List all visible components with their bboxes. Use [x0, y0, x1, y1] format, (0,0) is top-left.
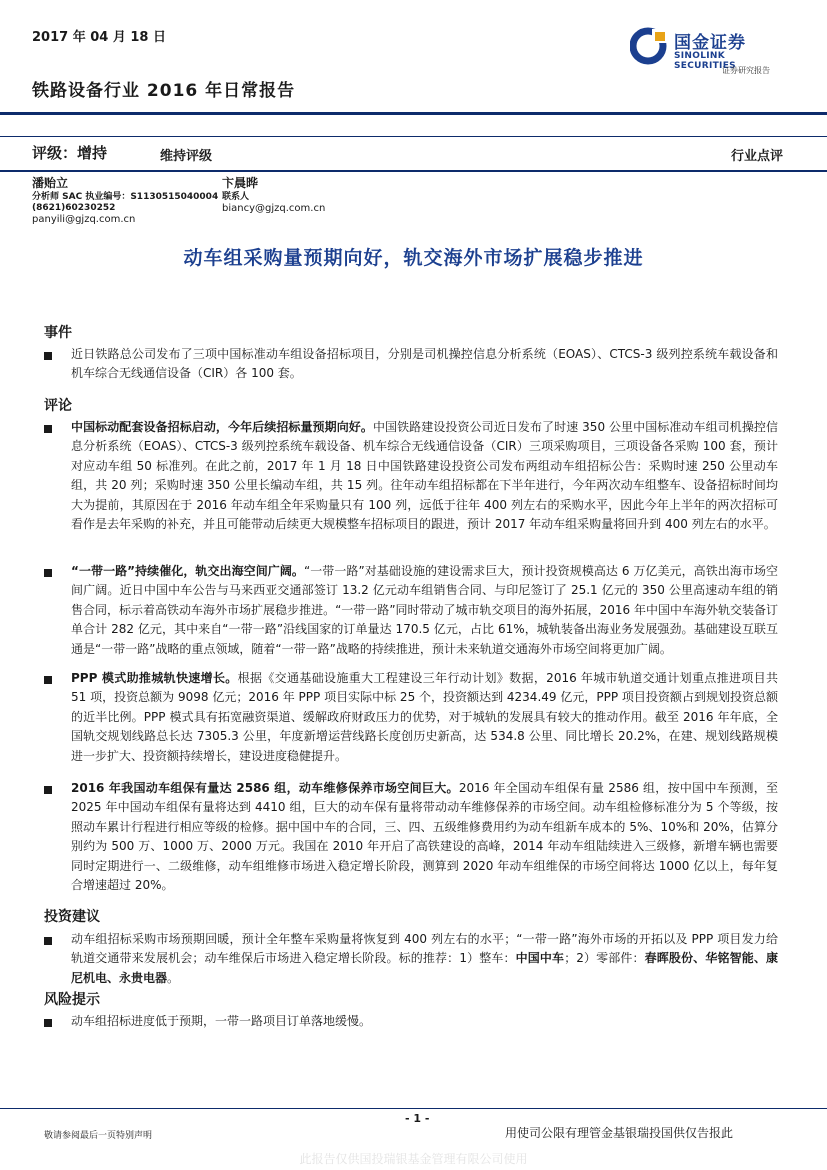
bullet-icon [44, 676, 52, 684]
analyst-name: 潘贻立 [32, 176, 69, 190]
header-divider [0, 112, 827, 115]
analyst-card [32, 178, 218, 225]
logo-english-name: SINOLINK SECURITIES [674, 51, 736, 71]
report-series-title: 铁路设备行业 2016 年日常报告 [32, 81, 296, 101]
risk-paragraph: 动车组招标进度低于预期，一带一路项目订单落地缓慢。 [71, 1014, 372, 1028]
event-paragraph [71, 345, 778, 384]
contact-name: 卞晨晔 [222, 176, 259, 190]
bullet-icon [44, 937, 52, 945]
rating-note: 维持评级 [160, 149, 213, 164]
report-category: 行业点评 [730, 149, 783, 164]
section-title-risk: 风险提示 [44, 992, 100, 1008]
page-number: - 1 - [405, 1112, 430, 1125]
bullet-icon [44, 352, 52, 360]
comment-lead-2: “一带一路”持续催化，轨交出海空间广阔。 [71, 564, 304, 578]
comment-lead-1: 中国标动配套设备招标启动，今年后续招标量预期向好。 [71, 420, 373, 434]
bullet-icon [44, 569, 52, 577]
suggestion-mid: ；2）零部件： [564, 951, 645, 966]
rating-label: 评级：增持 [32, 144, 108, 162]
section-title-event: 事件 [44, 325, 72, 341]
recommend-parts: 春晖股份、华铭智能、康尼机电、永贵电器 [71, 951, 778, 985]
comment-text-4: 2016 年全国动车组保有量 2586 组，按中国中车预测，至 2025 年中国动车组保有量将达到 4410 组，巨大的动车保有量将带动动车维修保养的市场空间。动车组检修标准分为 5 个等级，按照动车累计行程进行相应等级的检修。据中国中车的合同，三、四、五级维修费用约为动车组新车成本的 5%、10%和 20%，估算分别约为 500 万、1000 万、2000 万元。我国在 2010 年开启了高铁建设的高峰，2014 年动车组陆续进入三级修，新增车辆也需要同时定期进行一、二级维修，动车组维修市场进入稳定增长阶段，测算到 2020 年动车组维保的市场空间将达 1000 亿以上，每年复合增速超过 20%。 [71, 781, 778, 893]
section-title-suggestion: 投资建议 [44, 909, 100, 925]
comment-paragraph-3 [71, 669, 778, 766]
footer-divider [0, 1108, 827, 1109]
comment-text-2: “一带一路”对基础设施的建设需求巨大，预计投资规模高达 6 万亿美元，高铁出海市场空间广阔。近日中国中车公告与马来西亚交通部签订 13.2 亿元动车组销售合同、与印尼签订了 25.1 亿元的 350 公里高速动车组的销售合同，标示着高铁动车海外市场扩展稳步推进。“一带一路”同时带动了城市轨交项目的海外拓展，2016 年中国中车海外轨交装备订单合计 282 亿元，其中来自“一带一路”沿线国家的订单量达 170.5 亿元，占比 61%，城轨装备出海业务发展强劲。基础建设互联互通是“一带一路”战略的重点领域，随着“一带一路”战略的持续推进，预计未来轨道交通海外市场空间将更加广阔。 [71, 564, 778, 656]
section-title-comment: 评论 [44, 398, 72, 414]
logo-subtitle: 证券研究报告 [722, 66, 770, 75]
bullet-icon [44, 425, 52, 433]
contact-card [222, 178, 325, 214]
comment-lead-4: 2016 年我国动车组保有量达 2586 组，动车维修保养市场空间巨大。 [71, 781, 459, 795]
sinolink-logo-icon [630, 26, 670, 66]
contact-email[interactable]: biancy@gjzq.com.cn [222, 203, 326, 214]
comment-lead-3: PPP 模式助推城轨快速增长。 [71, 671, 238, 685]
comment-paragraph-1 [71, 418, 778, 534]
bullet-icon [44, 786, 52, 794]
comment-text-1: 中国铁路建设投资公司近日发布了时速 350 公里中国标准动车组司机操控信息分析系统（EOAS）、CTCS-3 级列控系统车载设备、机车综合无线通信设备（CIR）三项采购项目，三项设备各采购 100 套，预计对应动车组 50 标准列。在此之前，2017 年 1 月 18 日中国铁路建设投资公司发布两组动车组招标公告：采购时速 250 公里动车组，共 20 列；采购时速 350 公里长编动车组，共 15 列。往年动车组招标都在下半年进行，今年两次动车组整车、设备招标时间均大为提前，其原因在于 2016 年动车组全年采购量只有 100 列，远低于往年 400 列左右的采购水平，因此今年上半年的两次招标可看作是去年采购的补充，并且可能带动后续更大规模整车招标项目的跟进，预计 2017 年动车组采购量将回升到 400 列左右的水平。 [71, 420, 778, 532]
rating-bottom-rule [0, 170, 827, 172]
comment-paragraph-4 [71, 779, 778, 895]
suggestion-text: 动车组招标采购市场预期回暖，预计全年整车采购量将恢复到 400 列左右的水平；“一带一路”海外市场的开拓以及 PPP 项目发力给轨道交通带来发展机会；动车维保后市场进入稳定增长阶段。标的推荐：1）整车： [71, 932, 778, 966]
watermark-text: 此报告仅供国投瑞银基金管理有限公司使用 [299, 1152, 528, 1166]
contact-role: 联系人 [222, 192, 250, 202]
recommend-vehicle: 中国中车 [515, 951, 565, 966]
bullet-icon [44, 1019, 52, 1027]
suggestion-end: 。 [167, 970, 180, 985]
report-headline: 动车组采购量预期向好，轨交海外市场扩展稳步推进 [183, 247, 644, 269]
comment-paragraph-2 [71, 562, 778, 659]
suggestion-paragraph [71, 930, 778, 988]
logo-chinese-name: 国金证券 [674, 33, 746, 53]
company-logo [630, 26, 790, 78]
event-text: 近日铁路总公司发布了三项中国标准动车组设备招标项目，分别是司机操控信息分析系统（EOAS）、CTCS-3 级列控系统车载设备和机车综合无线通信设备（CIR）各 100 套。 [71, 347, 778, 381]
report-date: 2017 年 04 月 18 日 [32, 30, 166, 45]
comment-text-3: 根据《交通基础设施重大工程建设三年行动计划》数据，2016 年城市轨道交通计划重点推进项目共 51 项，投资总额为 9098 亿元；2016 年 PPP 项目实际中标 25 个，投资额达到 4234.49 亿元，PPP 项目投资额占到规划投资总额的近半比例。PPP 模式具有拓宽融资渠道、缓解政府财政压力的优势，对于城轨的发展具有较大的推动作用。截至 2016 年年底，全国轨交规划线路总长达 7305.3 公里，年度新增运营线路长度创历史新高，达 534.8 公里、同比增长 20.2%，在建、规划线路规模进一步扩大、投资额持续增长，建设进度稳健提升。 [71, 671, 778, 763]
footer-disclaimer-note: 敬请参阅最后一页特别声明 [44, 1131, 153, 1141]
analyst-license: 分析师 SAC 执业编号：S1130515040004 [32, 192, 219, 202]
analyst-phone: (8621)60230252 [32, 203, 116, 213]
analyst-email[interactable]: panyili@gjzq.com.cn [32, 214, 136, 225]
rating-top-rule [0, 136, 827, 137]
footer-usage-note: 用使司公限有理管金基银瑞投国供仅告报此 [505, 1126, 734, 1140]
